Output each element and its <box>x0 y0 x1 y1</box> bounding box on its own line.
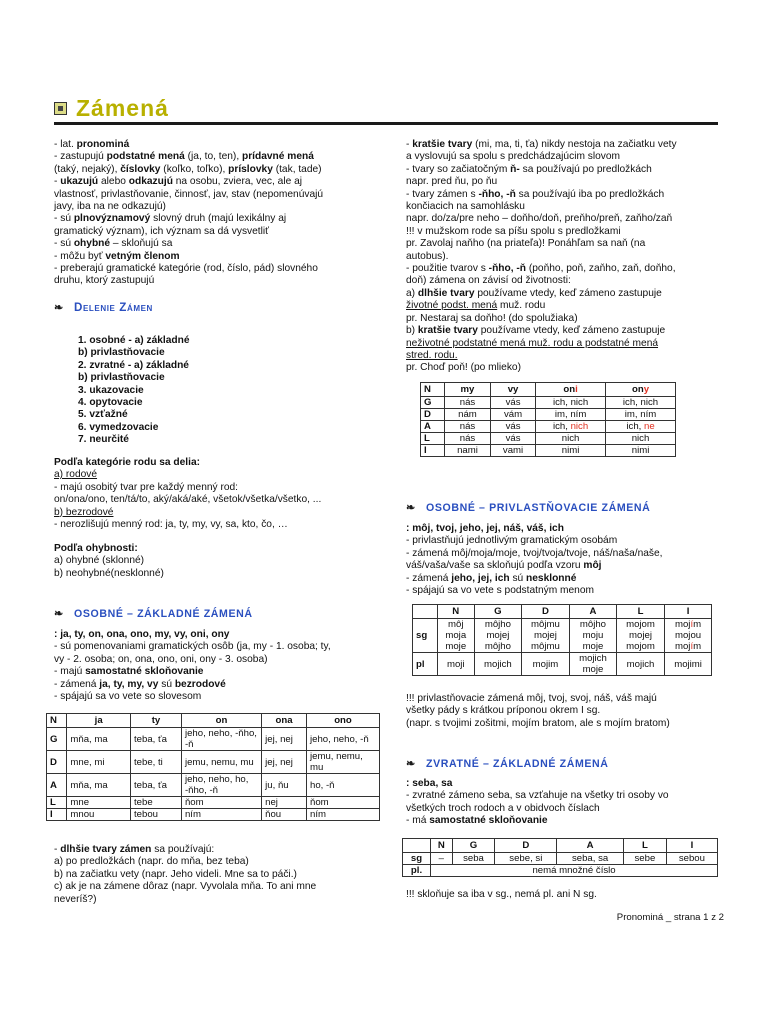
ohybnost-block <box>54 543 164 580</box>
privlast-text <box>406 523 663 597</box>
table-header-cell: ony <box>606 383 676 397</box>
table-row <box>413 619 712 653</box>
table-header-cell: N <box>47 714 67 728</box>
table-osobne-plural <box>420 382 676 457</box>
table-row <box>421 445 676 457</box>
table-cell: L <box>421 433 445 445</box>
table-cell: mnou <box>67 809 131 821</box>
text-line: všetkých troch rodoch a v obidvoch číslach <box>406 802 600 814</box>
table-header-cell: vy <box>490 383 535 397</box>
table-header-cell: ona <box>262 714 307 728</box>
table-cell: teba, ťa <box>131 774 182 797</box>
table-cell: jeho, neho, -ň <box>306 728 379 751</box>
table-header-cell: G <box>452 839 495 853</box>
table-header-row <box>413 605 712 619</box>
table-header-cell: D <box>521 605 569 619</box>
delenie-list <box>78 335 190 447</box>
zvratne-note <box>406 889 597 901</box>
table-cell: ňou <box>262 809 307 821</box>
table-cell: mne <box>67 797 131 809</box>
text-line: životné podst. mená muž. rodu <box>406 300 546 312</box>
table-cell: mojich <box>616 653 664 676</box>
text-line: Podľa ohybnosti: <box>54 543 138 554</box>
table-cell: teba, ťa <box>131 728 182 751</box>
table-header-cell: G <box>475 605 522 619</box>
table-header-cell: my <box>444 383 490 397</box>
title-underline <box>54 122 718 125</box>
section-heading-zvratne <box>406 758 609 770</box>
text-line: b) bezrodové <box>54 506 114 518</box>
table-cell: ich, ne <box>606 421 676 433</box>
table-osobne-singular <box>46 713 380 821</box>
text-line: 4. opytovacie <box>78 397 143 409</box>
table-header-cell: L <box>616 605 664 619</box>
text-line: vy - 2. osoba; on, ona, ono, oni, ony - 3. osoba) <box>54 653 268 665</box>
zvratne-text <box>406 778 669 828</box>
table-cell: – <box>431 853 452 865</box>
table-cell: mojich <box>475 653 522 676</box>
table-cell: ňom <box>181 797 261 809</box>
table-cell: jej, nej <box>262 728 307 751</box>
leaf-icon: ❧ <box>54 608 64 620</box>
osobne-zakladne-text <box>54 629 331 703</box>
text-line: - privlastňujú jednotlivým gramatickým osobám <box>406 535 618 547</box>
text-line: - nerozlišujú menný rod: ja, ty, my, vy, sa, kto, čo, … <box>54 519 288 531</box>
table-cell: im, ním <box>606 409 676 421</box>
table-cell: ním <box>181 809 261 821</box>
table-header-cell: I <box>666 839 717 853</box>
table-cell: L <box>47 797 67 809</box>
table-cell: nám <box>444 409 490 421</box>
table-header-cell: ono <box>306 714 379 728</box>
section-title: Delenie Zámen <box>74 301 153 314</box>
table-cell: seba <box>452 853 495 865</box>
text-line: pr. Choď poň! (po mlieko) <box>406 362 521 374</box>
page-title: Zámená <box>76 95 169 121</box>
table-header-row <box>421 383 676 397</box>
section-title: ZVRATNÉ – ZÁKLADNÉ ZÁMENÁ <box>426 758 609 770</box>
table-zvratne <box>402 838 718 877</box>
table-cell: môjho moju moje <box>570 619 617 653</box>
table-cell: môj moja moje <box>437 619 474 653</box>
table-row <box>47 797 380 809</box>
text-line: - spájajú sa vo vete so slovesom <box>54 691 202 703</box>
text-line: (napr. s tvojimi zošitmi, mojím bratom, ale s mojím bratom) <box>406 717 670 729</box>
table-cell: mňa, ma <box>67 728 131 751</box>
table-cell: ich, nich <box>606 397 676 409</box>
table-header-cell: I <box>665 605 712 619</box>
table-cell: moji <box>437 653 474 676</box>
table-cell: jeho, neho, -ňho, -ň <box>181 728 261 751</box>
leaf-icon: ❧ <box>54 302 64 314</box>
leaf-icon: ❧ <box>406 758 416 770</box>
text-line: váš/vaša/vaše sa skloňujú podľa vzoru môj <box>406 560 602 572</box>
table-cell: pl. <box>403 865 431 877</box>
table-privlast <box>412 604 712 676</box>
table-cell: sg <box>403 853 431 865</box>
text-line: : seba, sa <box>406 778 453 789</box>
table-row <box>403 853 718 865</box>
table-header-row <box>403 839 718 853</box>
table-header-cell: ja <box>67 714 131 728</box>
text-line: !!! skloňuje sa iba v sg., nemá pl. ani N sg. <box>406 889 597 900</box>
table-header-cell <box>403 839 431 853</box>
table-header-cell: L <box>623 839 666 853</box>
text-line: b) privlastňovacie <box>78 347 165 359</box>
table-row <box>47 751 380 774</box>
table-cell: im, ním <box>536 409 606 421</box>
table-cell: vás <box>490 433 535 445</box>
text-line: gramatický význam), ich význam sa dá vysvetliť <box>54 225 269 237</box>
table-cell: nich <box>606 433 676 445</box>
table-cell: jej, nej <box>262 751 307 774</box>
table-cell: mojich moje <box>570 653 617 676</box>
table-cell: mňa, ma <box>67 774 131 797</box>
table-row <box>421 397 676 409</box>
text-line: - majú samostatné skloňovanie <box>54 666 204 678</box>
table-cell: nimi <box>606 445 676 457</box>
table-cell: I <box>47 809 67 821</box>
table-cell: jeho, neho, ho, -ňho, -ň <box>181 774 261 797</box>
text-line: a) dlhšie tvary používame vtedy, keď zámeno zastupuje <box>406 287 662 299</box>
text-line: a) ohybné (sklonné) <box>54 555 145 567</box>
text-line: - môžu byť vetným členom <box>54 250 180 262</box>
table-cell: nimi <box>536 445 606 457</box>
text-line: stred. rodu. <box>406 349 458 361</box>
title-bullet-icon <box>54 102 67 115</box>
text-line: !!! privlastňovacie zámená môj, tvoj, svoj, náš, váš majú <box>406 693 657 704</box>
text-line: - preberajú gramatické kategórie (rod, číslo, pád) slovného <box>54 263 318 275</box>
table-row <box>403 865 718 877</box>
table-cell: A <box>421 421 445 433</box>
text-line: javy, iba na ne odkazujú) <box>54 201 166 213</box>
table-row <box>47 728 380 751</box>
table-header-row <box>47 714 380 728</box>
text-line: Podľa kategórie rodu sa delia: <box>54 457 201 468</box>
table-cell: nich <box>536 433 606 445</box>
text-line: 3. ukazovacie <box>78 384 144 396</box>
text-line: - dlhšie tvary zámen sa používajú: <box>54 844 215 855</box>
text-line: a vyslovujú sa spolu s predchádzajúcim slovom <box>406 151 621 163</box>
table-cell: A <box>47 774 67 797</box>
table-cell: ich, nich <box>536 397 606 409</box>
table-cell: nemá množné číslo <box>431 865 718 877</box>
table-cell: vás <box>490 421 535 433</box>
table-cell: vami <box>490 445 535 457</box>
text-line: napr. pred ňu, po ňu <box>406 176 498 188</box>
text-line: vlastnosť, privlastňovanie, činnosť, jav, stav (nepomenúvajú <box>54 188 324 200</box>
table-cell: sebe <box>623 853 666 865</box>
text-line: - zámená jeho, jej, ich sú nesklonné <box>406 572 577 584</box>
text-line: - sú plnovýznamový slovný druh (majú lexikálny aj <box>54 213 287 225</box>
leaf-icon: ❧ <box>406 502 416 514</box>
text-line: - tvary zámen s -ňho, -ň sa používajú iba po predložkách <box>406 188 665 200</box>
text-line: neveríš?) <box>54 893 97 905</box>
table-cell: mojím mojou mojím <box>665 619 712 653</box>
section-heading-delenie <box>54 302 153 314</box>
table-header-cell <box>413 605 438 619</box>
table-cell: seba, sa <box>557 853 624 865</box>
text-line: : môj, tvoj, jeho, jej, náš, váš, ich <box>406 523 564 534</box>
text-line: pr. Nestaraj sa doňho! (do spolužiaka) <box>406 312 578 324</box>
right-top-text <box>406 139 677 375</box>
section-title: OSOBNÉ – PRIVLASTŇOVACIE ZÁMENÁ <box>426 502 651 514</box>
text-line: - majú osobitý tvar pre každý menný rod: <box>54 481 239 493</box>
table-cell: môjho mojej môjho <box>475 619 522 653</box>
table-cell: nás <box>444 397 490 409</box>
table-cell: tebe <box>131 797 182 809</box>
table-header-cell: on <box>181 714 261 728</box>
text-line: autobus). <box>406 250 449 262</box>
table-row <box>421 433 676 445</box>
text-line: všetky pády s krátkou príponou okrem I sg. <box>406 705 601 717</box>
rod-block <box>54 457 321 531</box>
table-cell: jemu, nemu, mu <box>306 751 379 774</box>
text-line: 6. vymedzovacie <box>78 421 159 433</box>
text-line: on/ona/ono, ten/tá/to, aký/aká/aké, všetok/všetka/všetko, ... <box>54 494 322 506</box>
text-line: 2. zvratné - a) základné <box>78 359 189 371</box>
table-cell: ho, -ň <box>306 774 379 797</box>
table-cell: mojimi <box>665 653 712 676</box>
text-line: - lat. pronominá <box>54 139 130 150</box>
table-header-cell: ty <box>131 714 182 728</box>
text-line: napr. do/za/pre neho – doňho/doň, preňho/preň, zaňho/zaň <box>406 213 673 225</box>
text-line: b) neohybné(nesklonné) <box>54 567 164 579</box>
table-cell: ju, ňu <box>262 774 307 797</box>
table-cell: môjmu mojej môjmu <box>521 619 569 653</box>
table-cell: vás <box>490 397 535 409</box>
table-header-cell: D <box>495 839 557 853</box>
table-cell: sebou <box>666 853 717 865</box>
text-line: - použitie tvarov s -ňho, -ň (poňho, poň, zaňho, zaň, doňho, <box>406 263 676 275</box>
table-header-cell: oni <box>536 383 606 397</box>
table-cell: sg <box>413 619 438 653</box>
text-line: b) kratšie tvary používame vtedy, keď zámeno zastupuje <box>406 325 666 337</box>
text-line: - sú ohybné – skloňujú sa <box>54 238 173 250</box>
table-row <box>47 809 380 821</box>
table-cell: ich, nich <box>536 421 606 433</box>
section-title: OSOBNÉ – ZÁKLADNÉ ZÁMENÁ <box>74 608 253 620</box>
table-cell: mojim <box>521 653 569 676</box>
section-heading-privlast <box>406 502 650 514</box>
text-line: 1. osobné - a) základné <box>78 335 190 346</box>
table-cell: nás <box>444 421 490 433</box>
section-heading-osobne-zakladne <box>54 608 253 620</box>
table-header-cell: N <box>421 383 445 397</box>
table-cell: sebe, si <box>495 853 557 865</box>
table-cell: tebe, ti <box>131 751 182 774</box>
table-row <box>413 653 712 676</box>
text-line: !!! v mužskom rode sa píšu spolu s predložkami <box>406 225 621 237</box>
table-header-cell: A <box>570 605 617 619</box>
table-cell: D <box>421 409 445 421</box>
table-cell: ňom <box>306 797 379 809</box>
table-cell: jemu, nemu, mu <box>181 751 261 774</box>
table-header-cell: N <box>437 605 474 619</box>
table-cell: G <box>47 728 67 751</box>
table-cell: pl <box>413 653 438 676</box>
text-line: a) po predložkách (napr. do mňa, bez teba) <box>54 856 249 868</box>
text-line: končiacich na samohlásku <box>406 201 525 213</box>
text-line: druhu, ktorý zastupujú <box>54 275 155 287</box>
table-cell: mne, mi <box>67 751 131 774</box>
table-cell: mojom mojej mojom <box>616 619 664 653</box>
table-cell: ním <box>306 809 379 821</box>
text-line: b) privlastňovacie <box>78 372 165 384</box>
table-row <box>47 774 380 797</box>
text-line: 7. neurčité <box>78 434 129 446</box>
table-row <box>421 421 676 433</box>
table-cell: nej <box>262 797 307 809</box>
text-line: - sú pomenovaniami gramatických osôb (ja, my - 1. osoba; ty, <box>54 641 331 653</box>
table-cell: nás <box>444 433 490 445</box>
table-cell: G <box>421 397 445 409</box>
text-line: - spájajú sa vo vete s podstatným menom <box>406 585 594 597</box>
text-line: neživotné podstatné mená muž. rodu a podstatné mená <box>406 337 659 349</box>
table-cell: D <box>47 751 67 774</box>
text-line: - kratšie tvary (mi, ma, ti, ťa) nikdy nestoja na začiatku vety <box>406 139 677 150</box>
table-row <box>421 409 676 421</box>
text-line: b) na začiatku vety (napr. Jeho videli. Mne sa to páči.) <box>54 868 297 880</box>
text-line: 5. vzťažné <box>78 409 128 421</box>
text-line: - zámená ja, ty, my, vy sú bezrodové <box>54 678 226 690</box>
text-line: - tvary so začiatočným ň- sa používajú po predložkách <box>406 163 652 175</box>
text-line: : ja, ty, on, ona, ono, my, vy, oni, ony <box>54 629 230 640</box>
privlast-note <box>406 693 670 730</box>
text-line: - zastupujú podstatné mená (ja, to, ten), prídavné mená <box>54 151 314 163</box>
text-line: pr. Zavolaj naňho (na priateľa)! Ponáhľam sa naň (na <box>406 238 646 250</box>
table-cell: I <box>421 445 445 457</box>
text-line: - ukazujú alebo odkazujú na osobu, zviera, vec, ale aj <box>54 176 303 188</box>
text-line: - má samostatné skloňovanie <box>406 815 548 827</box>
dlhsie-tvary-block <box>54 844 316 906</box>
text-line: - zvratné zámeno seba, sa vzťahuje na všetky tri osoby vo <box>406 790 669 802</box>
text-line: doň) zámena on závisí od životnosti: <box>406 275 571 287</box>
text-line: a) rodové <box>54 469 98 481</box>
table-cell: vám <box>490 409 535 421</box>
table-header-cell: N <box>431 839 452 853</box>
page-footer: Pronominá _ strana 1 z 2 <box>616 912 724 923</box>
table-cell: tebou <box>131 809 182 821</box>
text-line: - zámená môj/moja/moje, tvoj/tvoja/tvoje, náš/naša/naše, <box>406 547 663 559</box>
left-intro <box>54 139 323 288</box>
text-line: (taký, nejaký), číslovky (koľko, toľko), príslovky (tak, tade) <box>54 163 322 175</box>
table-header-cell: A <box>557 839 624 853</box>
text-line: c) ak je na zámene dôraz (napr. Vyvolala mňa. To ani mne <box>54 881 317 893</box>
table-cell: nami <box>444 445 490 457</box>
